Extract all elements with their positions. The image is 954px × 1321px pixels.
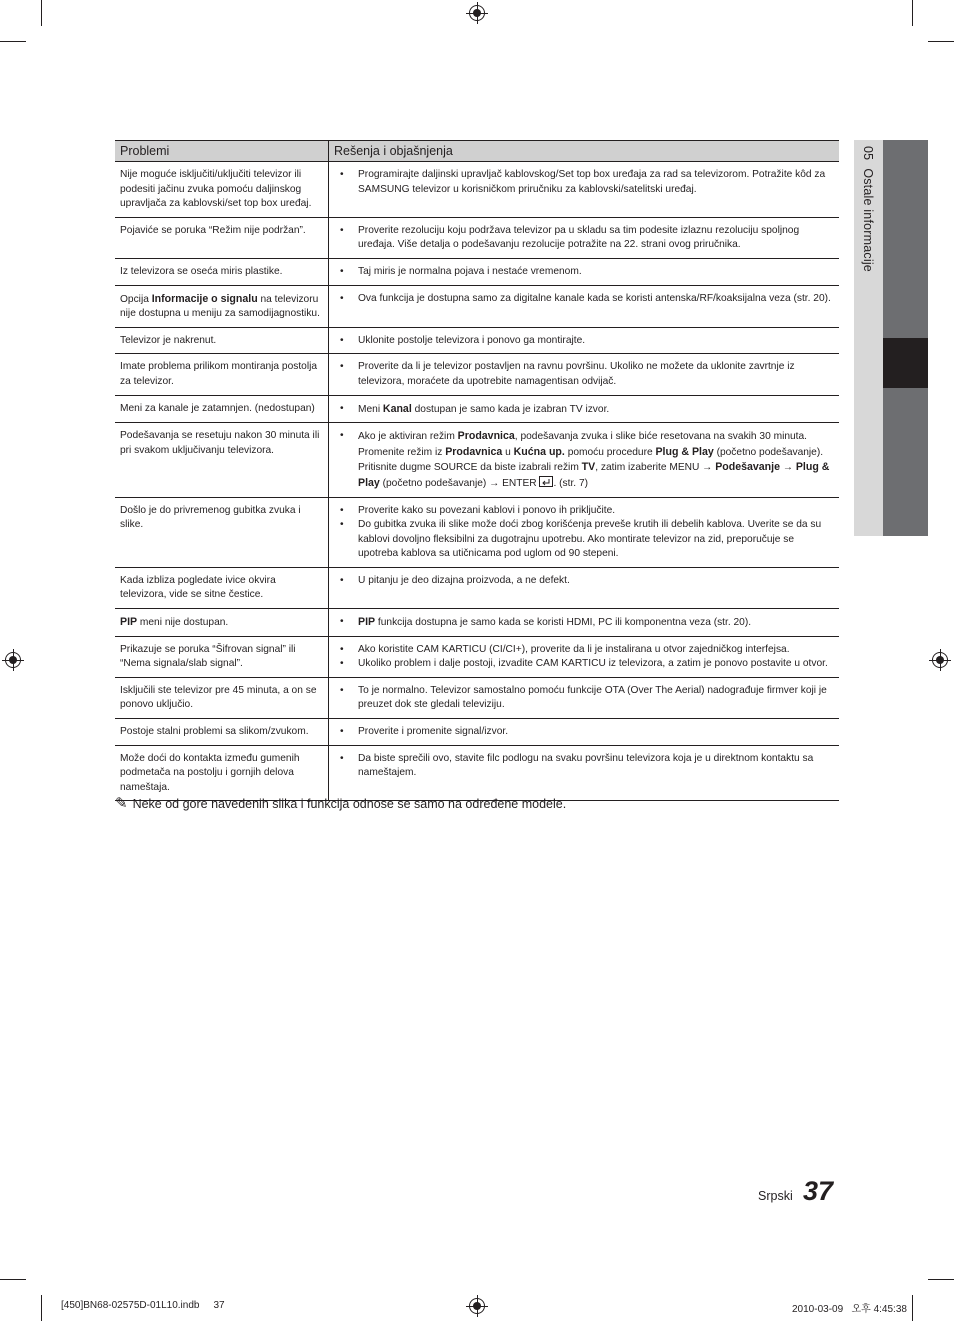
- problem-cell: Pojaviće se poruka “Režim nije podržan”.: [115, 217, 329, 258]
- problem-cell: Postoje stalni problemi sa slikom/zvukom.: [115, 719, 329, 746]
- problem-cell: Došlo je do privremenog gubitka zvuka i slike.: [115, 497, 329, 567]
- solution-cell: [329, 354, 840, 395]
- text-run: pomoću procedure: [564, 446, 656, 458]
- text-run: Meni: [358, 403, 383, 415]
- problem-cell: [115, 285, 329, 327]
- solution-item: • Taj miris je normalna pojava i nestaće vremenom.: [334, 265, 834, 280]
- crop-mark: [928, 1279, 954, 1280]
- table-row: [115, 395, 839, 423]
- problem-cell: Prikazuje se poruka “Šifrovan signal” ili “Nema signala/slab signal”.: [115, 636, 329, 677]
- crop-mark: [928, 41, 954, 42]
- menu-term: TV: [581, 461, 596, 474]
- crop-mark: [0, 1279, 26, 1280]
- menu-term: Kanal: [382, 402, 412, 415]
- problem-cell: Isključili ste televizor pre 45 minuta, a on se ponovo uključio.: [115, 677, 329, 718]
- text-run: →: [779, 462, 796, 474]
- text-run: , zatim izaberite MENU →: [595, 462, 716, 474]
- problem-cell: Imate problema prilikom montiranja postolja za televizor.: [115, 354, 329, 395]
- chapter-number: 05: [861, 146, 875, 161]
- text-run: funkcija dostupna je samo kada se koristi HDMI, PC ili komponentna veza (str. 20).: [375, 617, 752, 629]
- menu-term: Podešavanje: [715, 461, 780, 474]
- text-run: . (str. 7): [553, 477, 589, 489]
- print-footer-file: [61, 1300, 225, 1311]
- text-run: u: [502, 446, 514, 458]
- registration-mark-icon: [5, 652, 21, 668]
- text-run: meni nije dostupan.: [137, 617, 229, 629]
- chapter-tab-label: [861, 146, 875, 272]
- header-problems: Problemi: [115, 141, 329, 162]
- crop-mark: [0, 41, 26, 42]
- table-row: [115, 567, 839, 608]
- table-row: [115, 258, 839, 285]
- registration-mark-icon: [469, 5, 485, 21]
- footer-page: 37: [213, 1300, 225, 1311]
- solution-cell: [329, 395, 840, 423]
- table-row: [115, 217, 839, 258]
- table-header-row: [115, 141, 839, 162]
- table-row: [115, 285, 839, 327]
- problem-cell: Nije moguće isključiti/uključiti televizor ili podesiti jačinu zvuka pomoću daljinskog upravljača za kablovski/set top box uređaj.: [115, 162, 329, 218]
- solution-item: • Ako koristite CAM KARTICU (CI/CI+), proverite da li je instalirana u otvor zajedničkog interfejsa.: [334, 643, 834, 658]
- chapter-tab-bar: [883, 140, 928, 338]
- table-row: [115, 354, 839, 395]
- table-row: [115, 677, 839, 718]
- problem-cell: Podešavanja se resetuju nakon 30 minuta ili pri svakom uključivanju televizora.: [115, 423, 329, 497]
- chapter-tab-bar: [883, 388, 928, 536]
- text-run: Ako je aktiviran režim: [358, 431, 458, 443]
- problem-cell: Može doći do kontakta između gumenih podmetača na postolju i gornjih delova nameštaja.: [115, 745, 329, 801]
- solution-cell: [329, 217, 840, 258]
- solution-cell: [329, 719, 840, 746]
- menu-term: Prodavnica: [457, 430, 515, 443]
- table-row: [115, 609, 839, 637]
- solution-item: • Programirajte daljinski upravljač kablovskog/Set top box uređaja za rad sa televizorom. Potražite kôd za SAMSUNG televizor u korisničkom priručniku za kablovski/satelitski uređaj.: [334, 168, 834, 197]
- header-solutions: Rešenja i objašnjenja: [329, 141, 840, 162]
- menu-term: Kućna up.: [513, 445, 565, 458]
- menu-term: Informacije o signalu: [151, 292, 258, 305]
- troubleshooting-table: [115, 140, 839, 801]
- table-row: [115, 497, 839, 567]
- menu-term: Prodavnica: [445, 445, 503, 458]
- problem-cell: [115, 609, 329, 637]
- solution-item: • Da biste sprečili ovo, stavite filc podlogu na svaku površinu televizora koja je u direktnom kontaktu sa nameštajem.: [334, 752, 834, 781]
- solution-item: • Ukoliko problem i dalje postoji, izvadite CAM KARTICU iz televizora, a zatim je ponovo postavite u otvor.: [334, 657, 834, 672]
- registration-mark-icon: [469, 1298, 485, 1314]
- solution-cell: [329, 609, 840, 637]
- registration-mark-icon: [932, 652, 948, 668]
- crop-mark: [41, 0, 42, 26]
- table-row: [115, 423, 839, 497]
- print-footer-timestamp: 2010-03-09 오후 4:45:38: [792, 1304, 907, 1315]
- solution-cell: [329, 327, 840, 354]
- text-run: (početno podešavanje) → ENTER: [379, 477, 540, 489]
- solution-item: [334, 615, 834, 631]
- menu-term: PIP: [120, 616, 138, 629]
- solution-item: [334, 429, 834, 491]
- menu-term: Plug & Play: [655, 445, 714, 458]
- crop-mark: [912, 1295, 913, 1321]
- text-run: dostupan je samo kada je izabran TV izvor.: [411, 403, 610, 415]
- page-language: Srpski: [758, 1189, 793, 1203]
- page-number: 37: [803, 1176, 834, 1206]
- footer-filename: [450]BN68-02575D-01L10.indb: [61, 1300, 200, 1311]
- text-run: (početno podešavanje). Pritisnite dugme SOURCE da biste izabrali režim: [358, 446, 824, 474]
- solution-cell: [329, 497, 840, 567]
- table-row: [115, 162, 839, 218]
- table-row: [115, 327, 839, 354]
- chapter-tab-marker: [883, 338, 928, 388]
- problem-cell: Iz televizora se oseća miris plastike.: [115, 258, 329, 285]
- solution-cell: [329, 423, 840, 497]
- note-text: Neke od gore navedenih slika i funkcija odnose se samo na određene modele.: [132, 797, 567, 811]
- solution-cell: [329, 567, 840, 608]
- table-row: [115, 636, 839, 677]
- crop-mark: [912, 0, 913, 26]
- table-row: [115, 745, 839, 801]
- solution-item: [334, 402, 834, 418]
- solution-cell: [329, 258, 840, 285]
- solution-item: • Proverite rezoluciju koju podržava televizor pa u skladu sa tim podesite izlaznu rezoluciju spoljnog uređaja. Više detalja o podešavanju rezolucije potražite na 22. strani ovog priručnika.: [334, 224, 834, 253]
- pencil-note-icon: ✎: [115, 795, 128, 812]
- solution-cell: [329, 677, 840, 718]
- menu-term: Plug & Play: [358, 461, 830, 489]
- solution-item: • To je normalno. Televizor samostalno pomoću funkcije OTA (Over The Aerial) nadograđuje firmver koji je preuzet dok ste gledali televiziju.: [334, 684, 834, 713]
- solution-item: • Do gubitka zvuka ili slike može doći zbog korišćenja preveše krutih ili debelih kablova. Uverite se da su kablovi dovoljno fleksibilni za dugotrajnu upotrebu. Ako montirate televizor na zid, preporučuje se upotreba kablova sa utičnicama pod uglom od 90 stepeni.: [334, 518, 834, 562]
- enter-icon: [539, 476, 553, 487]
- solution-item: • Uklonite postolje televizora i ponovo ga montirajte.: [334, 334, 834, 349]
- text-run: Opcija: [120, 293, 152, 305]
- table-row: [115, 719, 839, 746]
- crop-mark: [41, 1295, 42, 1321]
- solution-item: • U pitanju je deo dizajna proizvoda, a ne defekt.: [334, 574, 834, 589]
- problem-cell: Meni za kanale je zatamnjen. (nedostupan): [115, 395, 329, 423]
- menu-term: PIP: [358, 616, 376, 629]
- solution-cell: [329, 285, 840, 327]
- solution-cell: [329, 162, 840, 218]
- solution-item: • Proverite i promenite signal/izvor.: [334, 725, 834, 740]
- text-run: , podešavanja zvuka i slike biće resetovana na svakih 30 minuta. Promenite režim iz: [358, 431, 807, 458]
- problem-cell: Televizor je nakrenut.: [115, 327, 329, 354]
- solution-cell: [329, 636, 840, 677]
- chapter-title: Ostale informacije: [861, 168, 875, 272]
- solution-item: • Ova funkcija je dostupna samo za digitalne kanale kada se koristi antenska/RF/koaksijalna veza (str. 20).: [334, 292, 834, 307]
- note: [115, 794, 566, 812]
- problem-cell: Kada izbliza pogledate ivice okvira televizora, vide se sitne čestice.: [115, 567, 329, 608]
- text-run: na televizoru nije dostupna u meniju za samodijagnostiku.: [120, 293, 320, 320]
- solution-item: • Proverite kako su povezani kablovi i ponovo ih priključite.: [334, 504, 834, 519]
- solution-item: • Proverite da li je televizor postavljen na ravnu površinu. Ukoliko ne možete da uklonite zavrtnje iz televizora, moraćete da upotrebite namagentisan odvijač.: [334, 360, 834, 389]
- solution-cell: [329, 745, 840, 801]
